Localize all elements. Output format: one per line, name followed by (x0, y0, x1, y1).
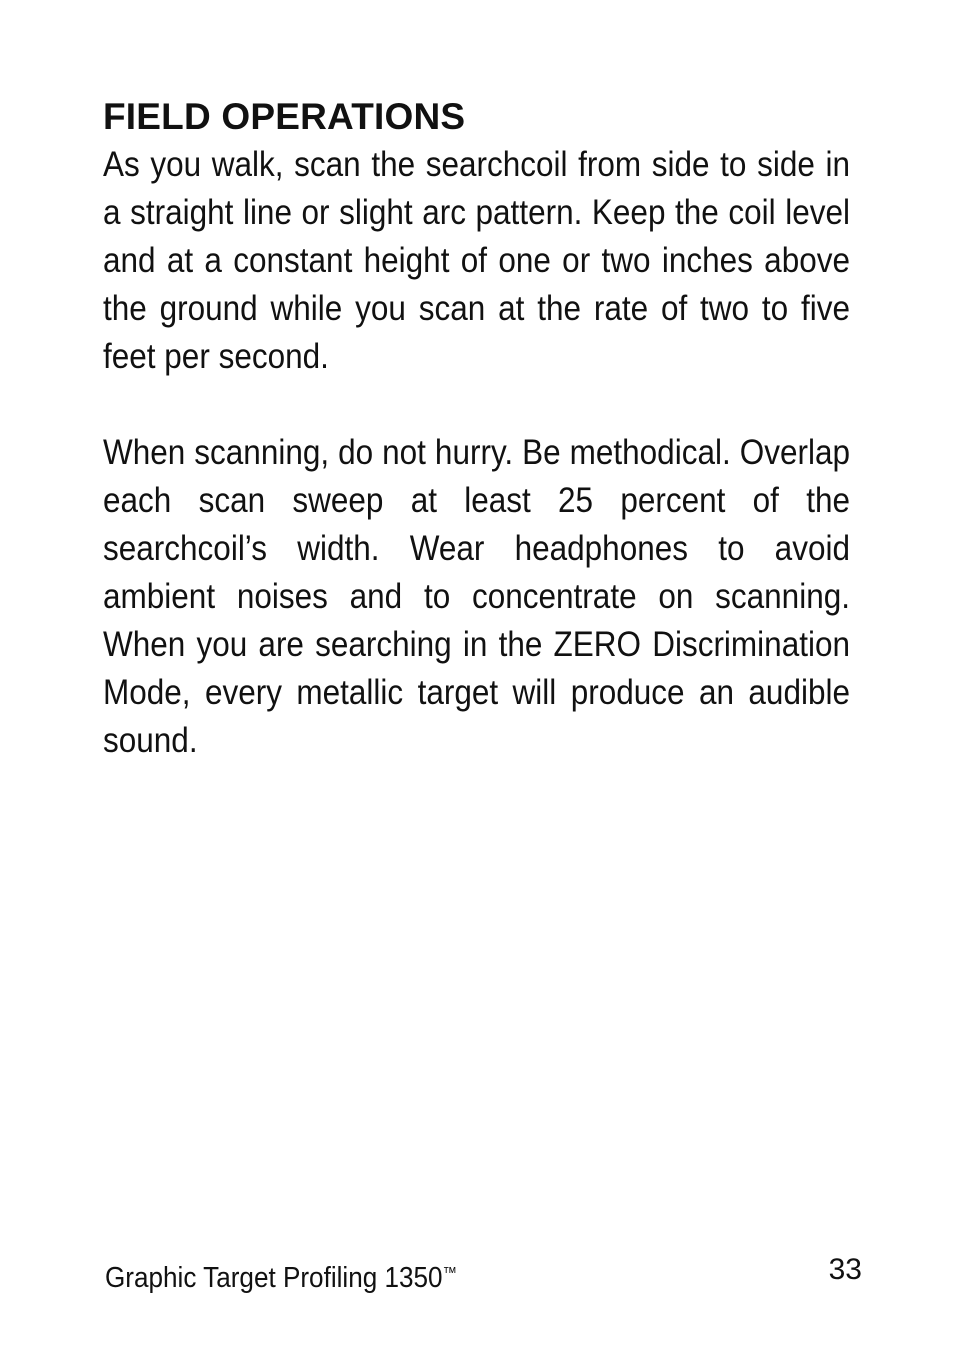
paragraph-scanning-technique: As you walk, scan the searchcoil from side to side in a straight line or slight arc pattern. Keep the coil level and at a constant height of one or two inches above the ground while you scan at the rate of two to five feet per second. (103, 145, 850, 376)
footer-product-text: Graphic Target Profiling 1350 (105, 1262, 443, 1294)
page-number: 33 (828, 1253, 862, 1286)
trademark-symbol: ™ (442, 1265, 457, 1282)
section-heading: FIELD OPERATIONS (103, 96, 466, 137)
footer-product-name (105, 1256, 457, 1296)
paragraph-scanning-tips: When scanning, do not hurry. Be methodical. Overlap each scan sweep at least 25 percent of the searchcoil’s width. Wear headphones to avoid ambient noises and to concentrate on scanning. When you are searching in the ZERO Discrimination Mode, every metallic target will produce an audible sound. (103, 433, 850, 760)
